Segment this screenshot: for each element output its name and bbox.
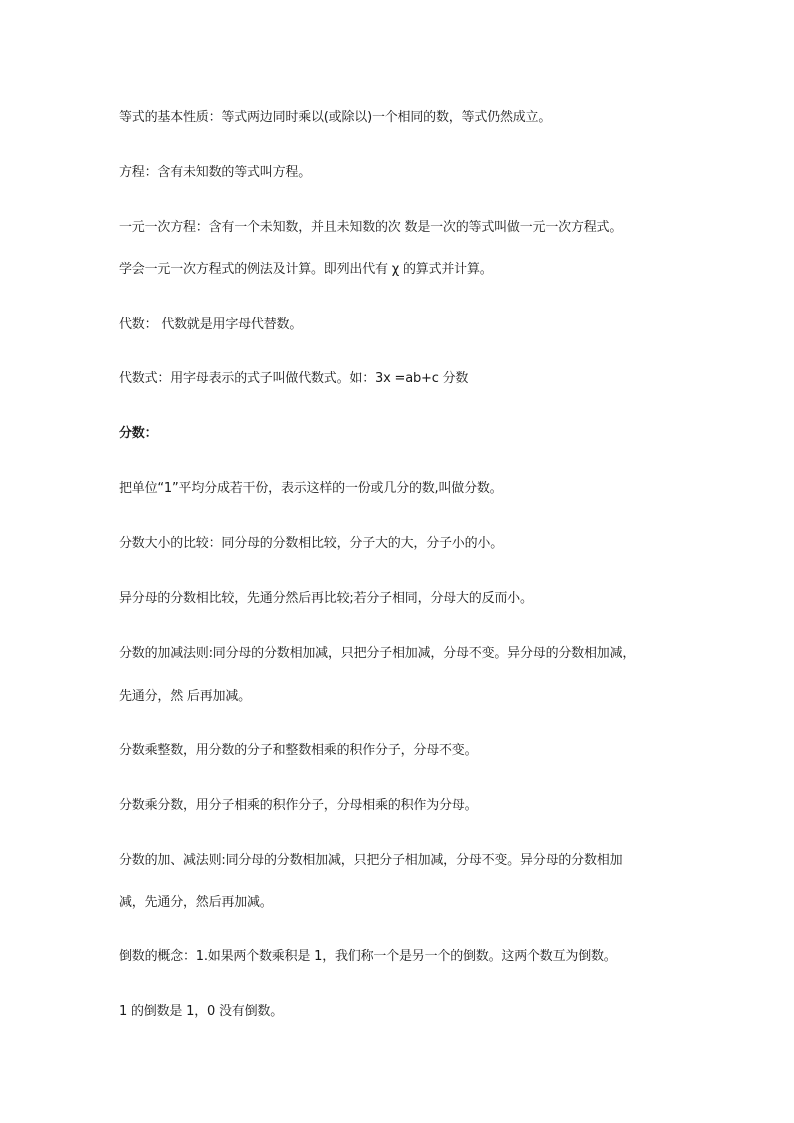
paragraph-fraction-add-subtract-rule-2: 分数的加、减法则:同分母的分数相加减，只把分子相加减，分母不变。异分母的分数相加	[119, 853, 623, 868]
paragraph-algebraic-expression: 代数式：用字母表示的式子叫做代数式。如：3x =ab+c 分数	[119, 371, 469, 386]
paragraph-fraction-add-subtract-rule-cont: 先通分，然 后再加减。	[119, 689, 251, 704]
paragraph-reciprocal-concept: 倒数的概念：1.如果两个数乘积是 1，我们称一个是另一个的倒数。这两个数互为倒数。	[119, 949, 617, 964]
paragraph-fraction-add-subtract-rule-2-cont: 减，先通分，然后再加减。	[119, 895, 273, 910]
paragraph-linear-equation-practice: 学会一元一次方程式的例法及计算。即列出代有 χ 的算式并计算。	[119, 262, 493, 277]
paragraph-reciprocal-special-cases: 1 的倒数是 1，0 没有倒数。	[119, 1004, 284, 1019]
paragraph-linear-equation: 一元一次方程：含有一个未知数，并且未知数的次 数是一次的等式叫做一元一次方程式。	[119, 220, 623, 235]
paragraph-unlike-denominators: 异分母的分数相比较，先通分然后再比较;若分子相同，分母大的反而小。	[119, 591, 533, 606]
paragraph-equation-property: 等式的基本性质：等式两边同时乘以(或除以)一个相同的数，等式仍然成立。	[119, 110, 552, 125]
paragraph-fraction-definition: 把单位“1”平均分成若干份，表示这样的一份或几分的数,叫做分数。	[119, 481, 503, 496]
paragraph-fraction-times-fraction: 分数乘分数，用分子相乘的积作分子，分母相乘的积作为分母。	[119, 798, 478, 813]
paragraph-equation-definition: 方程：含有未知数的等式叫方程。	[119, 165, 312, 180]
paragraph-fraction-comparison: 分数大小的比较：同分母的分数相比较，分子大的大，分子小的小。	[119, 536, 504, 551]
paragraph-fraction-times-integer: 分数乘整数，用分数的分子和整数相乘的积作分子，分母不变。	[119, 743, 478, 758]
section-heading-fractions: 分数：	[119, 426, 158, 441]
paragraph-fraction-add-subtract-rule: 分数的加减法则:同分母的分数相加减，只把分子相加减，分母不变。异分母的分数相加减，	[119, 646, 636, 661]
paragraph-algebra: 代数： 代数就是用字母代替数。	[119, 317, 303, 332]
